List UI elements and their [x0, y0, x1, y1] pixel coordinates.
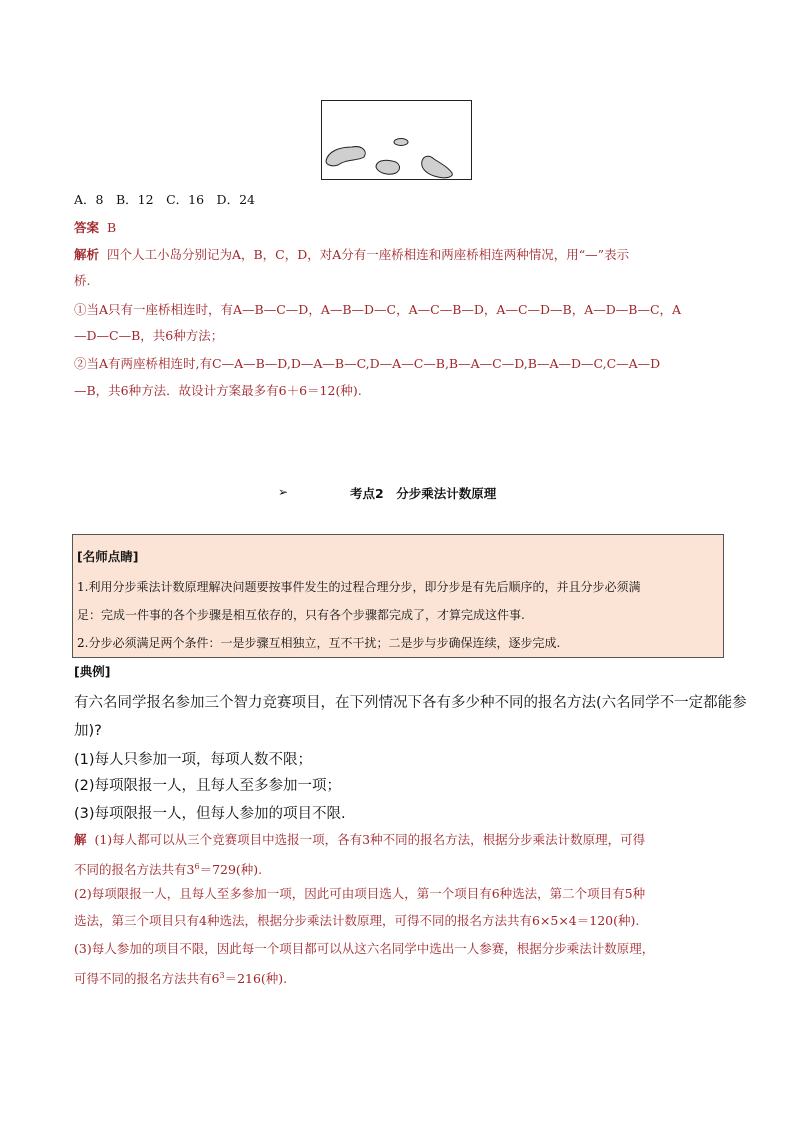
answer-line — [74, 219, 116, 237]
solution-1-pre: 不同的报名方法共有3 — [74, 862, 195, 878]
case1-line-2: —D—C—B，共6种方法； — [74, 328, 224, 343]
case2-line-2: —B，共6种方法．故设计方案最多有6＋6＝12(种). — [74, 383, 362, 398]
solution-2-line-1: (2)每项限报一人，且每人至多参加一项，因此可由项目选人，第一个项目有6种选法，第二个项目有5种 — [74, 886, 646, 901]
tips-line-2: 足：完成一件事的各个步骤是相互依存的，只有各个步骤都完成了，才算完成这件事. — [77, 608, 525, 622]
islands-figure — [321, 100, 472, 180]
example-header: [典例] — [74, 664, 111, 679]
question-2: (2)每项限报一人，且每人至多参加一项； — [74, 778, 342, 794]
solution-1-text: (1)每人都可以从三个竞赛项目中选报一项，各有3种不同的报名方法，根据分步乘法计数原理，可得 — [94, 832, 646, 847]
options-line: A．8 B．12 C．16 D．24 — [74, 192, 255, 207]
solution-3-line-1: (3)每人参加的项目不限，因此每一个项目都可以从这六名同学中选出一人参赛，根据分步乘法计数原理， — [74, 941, 655, 956]
question-line-1: 有六名同学报名参加三个智力竞赛项目，在下列情况下各有多少种不同的报名方法(六名同学不一定都能参 — [74, 695, 747, 711]
question-1: (1)每人只参加一项，每项人数不限； — [74, 752, 313, 768]
analysis-label: 解析 — [74, 247, 100, 262]
analysis-text-1: 四个人工小岛分别记为A，B，C，D，对A分有一座桥相连和两座桥相连两种情况，用“—”表示 — [106, 247, 630, 262]
case1-line-1: ①当A只有一座桥相连时，有A—B—C—D，A—B—D—C，A—C—B—D，A—C—D—B，A—D—B—C，A — [74, 302, 682, 317]
solution-3-exponent: 3 — [219, 971, 225, 980]
solution-1-line-2 — [74, 858, 262, 879]
case2-line-1: ②当A有两座桥相连时,有C—A—B—D,D—A—B—C,D—A—C—B,B—A—C—D,B—A—D—C,C—A—D — [74, 356, 661, 371]
solution-label: 解 — [74, 832, 87, 847]
answer-label: 答案 — [74, 220, 100, 235]
tips-line-1: 1.利用分步乘法计数原理解决问题要按事件发生的过程合理分步，即分步是有先后顺序的，并且分步必须满 — [77, 580, 641, 594]
analysis-line-2: 桥. — [74, 273, 91, 288]
island-b — [394, 139, 408, 146]
island-d — [422, 156, 453, 178]
island-c — [376, 160, 399, 174]
tips-box — [72, 534, 724, 658]
island-a — [326, 147, 365, 166]
tips-line-3: 2.分步必须满足两个条件：一是步骤互相独立，互不干扰；二是步与步确保连续，逐步完成. — [77, 636, 561, 650]
question-3: (3)每项限报一人，但每人参加的项目不限. — [74, 806, 346, 822]
solution-2-line-2: 选法，第三个项目只有4种选法，根据分步乘法计数原理，可得不同的报名方法共有6×5×4＝120(种). — [74, 913, 640, 928]
question-line-2: 加)? — [74, 723, 102, 739]
section-title: 考点2 分步乘法计数原理 — [350, 486, 497, 501]
solution-1-line-1 — [74, 831, 645, 849]
solution-1-exponent: 6 — [194, 862, 200, 871]
section-arrow-icon: ➢ — [278, 485, 289, 499]
islands-illustration — [322, 101, 471, 179]
tips-header: [名师点睛] — [77, 549, 139, 564]
solution-3-line-2 — [74, 967, 287, 988]
analysis-line-1 — [74, 246, 629, 264]
solution-3-pre: 可得不同的报名方法共有6 — [74, 971, 220, 987]
solution-3-post: ＝216(种). — [224, 971, 288, 987]
solution-1-post: ＝729(种). — [199, 862, 263, 878]
answer-value: B — [106, 220, 117, 235]
